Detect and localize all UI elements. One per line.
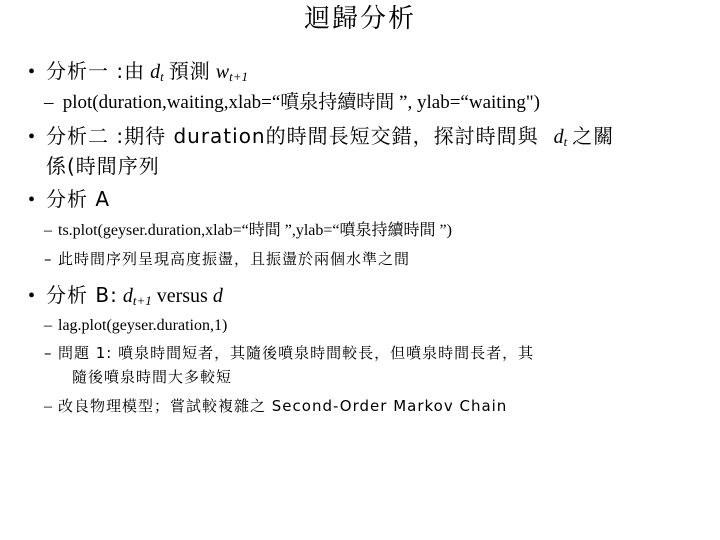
bullet-marker: • — [28, 126, 36, 148]
bullet-analysis-a — [28, 186, 110, 213]
dash-marker: – — [44, 398, 52, 415]
variable-d: $d_t$ — [150, 61, 164, 84]
bullet-marker: • — [28, 285, 36, 307]
slide-title: 迴歸分析 — [303, 4, 416, 34]
variable-d: d — [212, 285, 223, 307]
dash-marker: – — [44, 344, 53, 362]
sub-bullet-plot-command — [44, 90, 540, 116]
sub-bullet-lag-plot — [44, 315, 227, 337]
variable-w: $w_{t+1}$ — [215, 61, 248, 84]
sub-bullet-ts-plot — [44, 220, 452, 242]
dash-marker: – — [44, 250, 53, 268]
bullet-label: 分析一 :由 — [46, 59, 146, 83]
bullet-label: 分析二 :期待 duration的時間長短交錯，探討時間與 — [46, 124, 539, 148]
sub-bullet-text: plot(duration,waiting,xlab=“噴泉持續時間 ”, ylab=“waiting") — [62, 92, 540, 113]
versus-text: versus — [156, 285, 208, 307]
bullet-analysis-b — [28, 282, 223, 309]
predict-text: 預測 — [168, 59, 211, 83]
sub-bullet-question-one — [44, 342, 534, 364]
variable-d: $d_t$ — [553, 126, 568, 149]
bullet-label: 分析 B: — [46, 283, 118, 307]
bullet-marker: • — [28, 61, 36, 83]
sub-bullet-model-improvement — [44, 395, 507, 418]
bullet-tail: 之關 — [572, 124, 615, 148]
bullet-analysis-one — [28, 58, 248, 85]
sub-bullet-text: ts.plot(geyser.duration,xlab=“時間 ”,ylab=“噴泉持續時間 ”) — [58, 222, 452, 239]
sub-bullet-oscillation — [44, 248, 410, 270]
bullet-continuation: 係(時間序列 — [46, 154, 160, 178]
bullet-marker: • — [28, 189, 36, 211]
dash-marker: – — [44, 317, 52, 334]
dash-marker: – — [44, 92, 54, 113]
sub-bullet-continuation: 隨後噴泉時間大多較短 — [72, 368, 233, 386]
sub-bullet-text: 問題 1: 噴泉時間短者，其隨後噴泉時間較長，但噴泉時間長者，其 — [58, 344, 535, 362]
sub-bullet-text: 此時間序列呈現高度振盪，且振盪於兩個水準之間 — [58, 250, 411, 268]
bullet-analysis-two — [28, 123, 614, 150]
variable-d-lag: $d_{t+1}$ — [122, 285, 152, 308]
dash-marker: – — [44, 222, 52, 239]
sub-bullet-text: 改良物理模型；嘗試較複雜之 Second-Order Markov Chain — [58, 397, 508, 415]
sub-bullet-text: lag.plot(geyser.duration,1) — [58, 317, 228, 334]
bullet-label: 分析 A — [46, 187, 111, 211]
